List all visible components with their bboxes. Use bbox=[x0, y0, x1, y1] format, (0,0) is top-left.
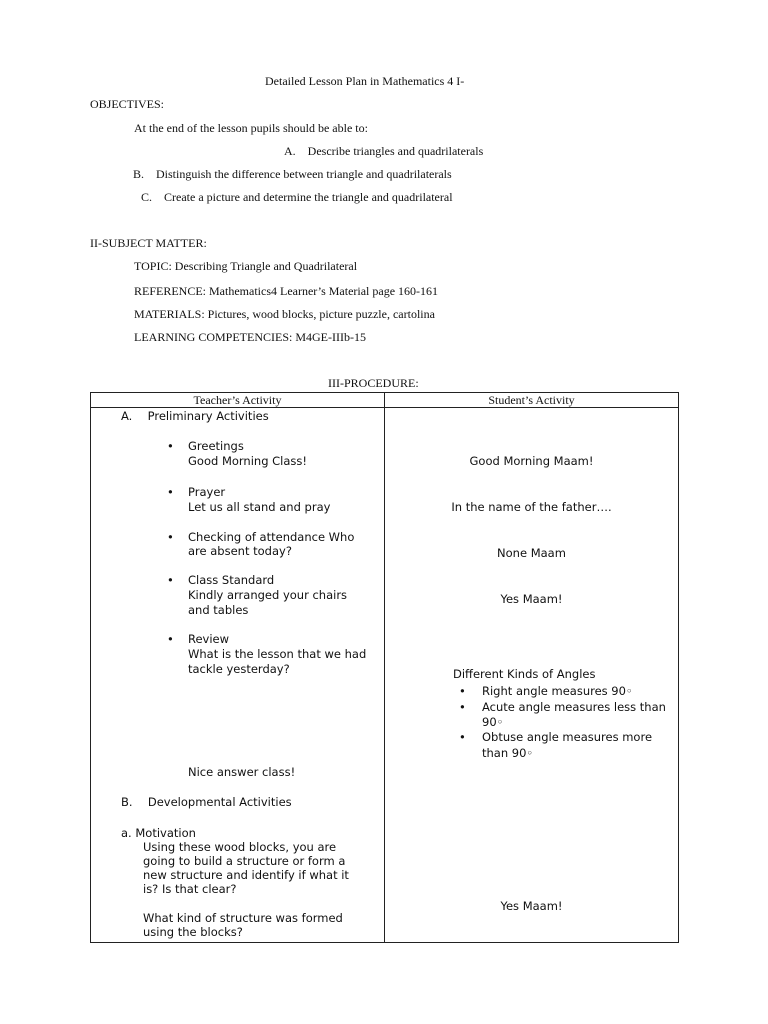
section-marker: A. bbox=[121, 409, 133, 423]
student-response: Good Morning Maam! bbox=[469, 454, 594, 468]
motivation-line: Using these wood blocks, you are bbox=[143, 840, 337, 854]
developmental-heading bbox=[121, 795, 292, 810]
student-column-header: Student’s Activity bbox=[488, 393, 575, 407]
procedure-heading: III-PROCEDURE: bbox=[328, 376, 419, 390]
list-item-title: Prayer bbox=[188, 485, 226, 499]
section-label: Preliminary Activities bbox=[147, 409, 269, 423]
materials-line: MATERIALS: Pictures, wood blocks, picture puzzle, cartolina bbox=[134, 307, 435, 321]
objectives-intro: At the end of the lesson pupils should be able to: bbox=[134, 121, 368, 135]
review-response-title: Different Kinds of Angles bbox=[453, 667, 596, 681]
list-item: • bbox=[167, 530, 174, 544]
objective-marker: B. bbox=[133, 167, 145, 181]
student-response: In the name of the father…. bbox=[451, 500, 612, 514]
section-marker: B. bbox=[121, 795, 133, 809]
list-item-line: What is the lesson that we had bbox=[188, 647, 367, 661]
list-item-line: are absent today? bbox=[188, 544, 292, 558]
list-item-line: Let us all stand and pray bbox=[188, 500, 331, 514]
reference-line: REFERENCE: Mathematics4 Learner’s Material page 160-161 bbox=[134, 284, 439, 298]
student-response: Yes Maam! bbox=[500, 899, 563, 913]
objective-b bbox=[133, 167, 452, 182]
list-item: • bbox=[167, 573, 174, 587]
motivation-line: new structure and identify if what it bbox=[143, 868, 349, 882]
list-item-line: Kindly arranged your chairs bbox=[188, 588, 348, 602]
list-item: • bbox=[167, 439, 174, 453]
review-answer-line: than 90◦ bbox=[482, 746, 534, 760]
objective-c bbox=[141, 190, 453, 205]
list-item-title: Class Standard bbox=[188, 573, 275, 587]
list-item-title: Greetings bbox=[188, 439, 244, 453]
topic-line: TOPIC: Describing Triangle and Quadrilateral bbox=[134, 259, 358, 273]
review-answer-line: 90◦ bbox=[482, 715, 504, 729]
review-answer-line: Right angle measures 90◦ bbox=[482, 684, 633, 698]
question-line: using the blocks? bbox=[143, 925, 243, 939]
objective-text: Describe triangles and quadrilaterals bbox=[307, 144, 484, 158]
list-item-title: Checking of attendance Who bbox=[188, 530, 355, 544]
procedure-table bbox=[90, 392, 679, 943]
student-response: None Maam bbox=[497, 546, 566, 560]
objective-text: Distinguish the difference between triangle and quadrilaterals bbox=[156, 167, 452, 181]
list-item-line: Good Morning Class! bbox=[188, 454, 308, 468]
objective-text: Create a picture and determine the triangle and quadrilateral bbox=[164, 190, 453, 204]
review-answer-line: Obtuse angle measures more bbox=[482, 730, 653, 744]
objective-a bbox=[284, 144, 483, 159]
list-item-line: and tables bbox=[188, 603, 249, 617]
page-title: Detailed Lesson Plan in Mathematics 4 I- bbox=[265, 74, 465, 88]
list-item: • bbox=[459, 730, 466, 744]
praise-text: Nice answer class! bbox=[188, 765, 296, 779]
list-item: • bbox=[167, 632, 174, 646]
objective-marker: A. bbox=[284, 144, 296, 158]
list-item-line: tackle yesterday? bbox=[188, 662, 290, 676]
motivation-line: going to build a structure or form a bbox=[143, 854, 346, 868]
list-item: • bbox=[167, 485, 174, 499]
motivation-label: a. Motivation bbox=[121, 826, 196, 840]
motivation-line: is? Is that clear? bbox=[143, 882, 237, 896]
subject-matter-heading: II-SUBJECT MATTER: bbox=[90, 236, 207, 250]
question-line: What kind of structure was formed bbox=[143, 911, 343, 925]
preliminary-heading bbox=[121, 409, 269, 424]
competencies-line: LEARNING COMPETENCIES: M4GE-IIIb-15 bbox=[134, 330, 366, 344]
student-response: Yes Maam! bbox=[500, 592, 563, 606]
section-label: Developmental Activities bbox=[147, 795, 292, 809]
list-item-title: Review bbox=[188, 632, 230, 646]
list-item: • bbox=[459, 700, 466, 714]
objective-marker: C. bbox=[141, 190, 153, 204]
column-divider bbox=[384, 393, 385, 942]
objectives-heading: OBJECTIVES: bbox=[90, 97, 165, 111]
teacher-column-header: Teacher’s Activity bbox=[193, 393, 282, 407]
list-item: • bbox=[459, 684, 466, 698]
review-answer-line: Acute angle measures less than bbox=[482, 700, 666, 714]
header-divider bbox=[91, 407, 678, 408]
